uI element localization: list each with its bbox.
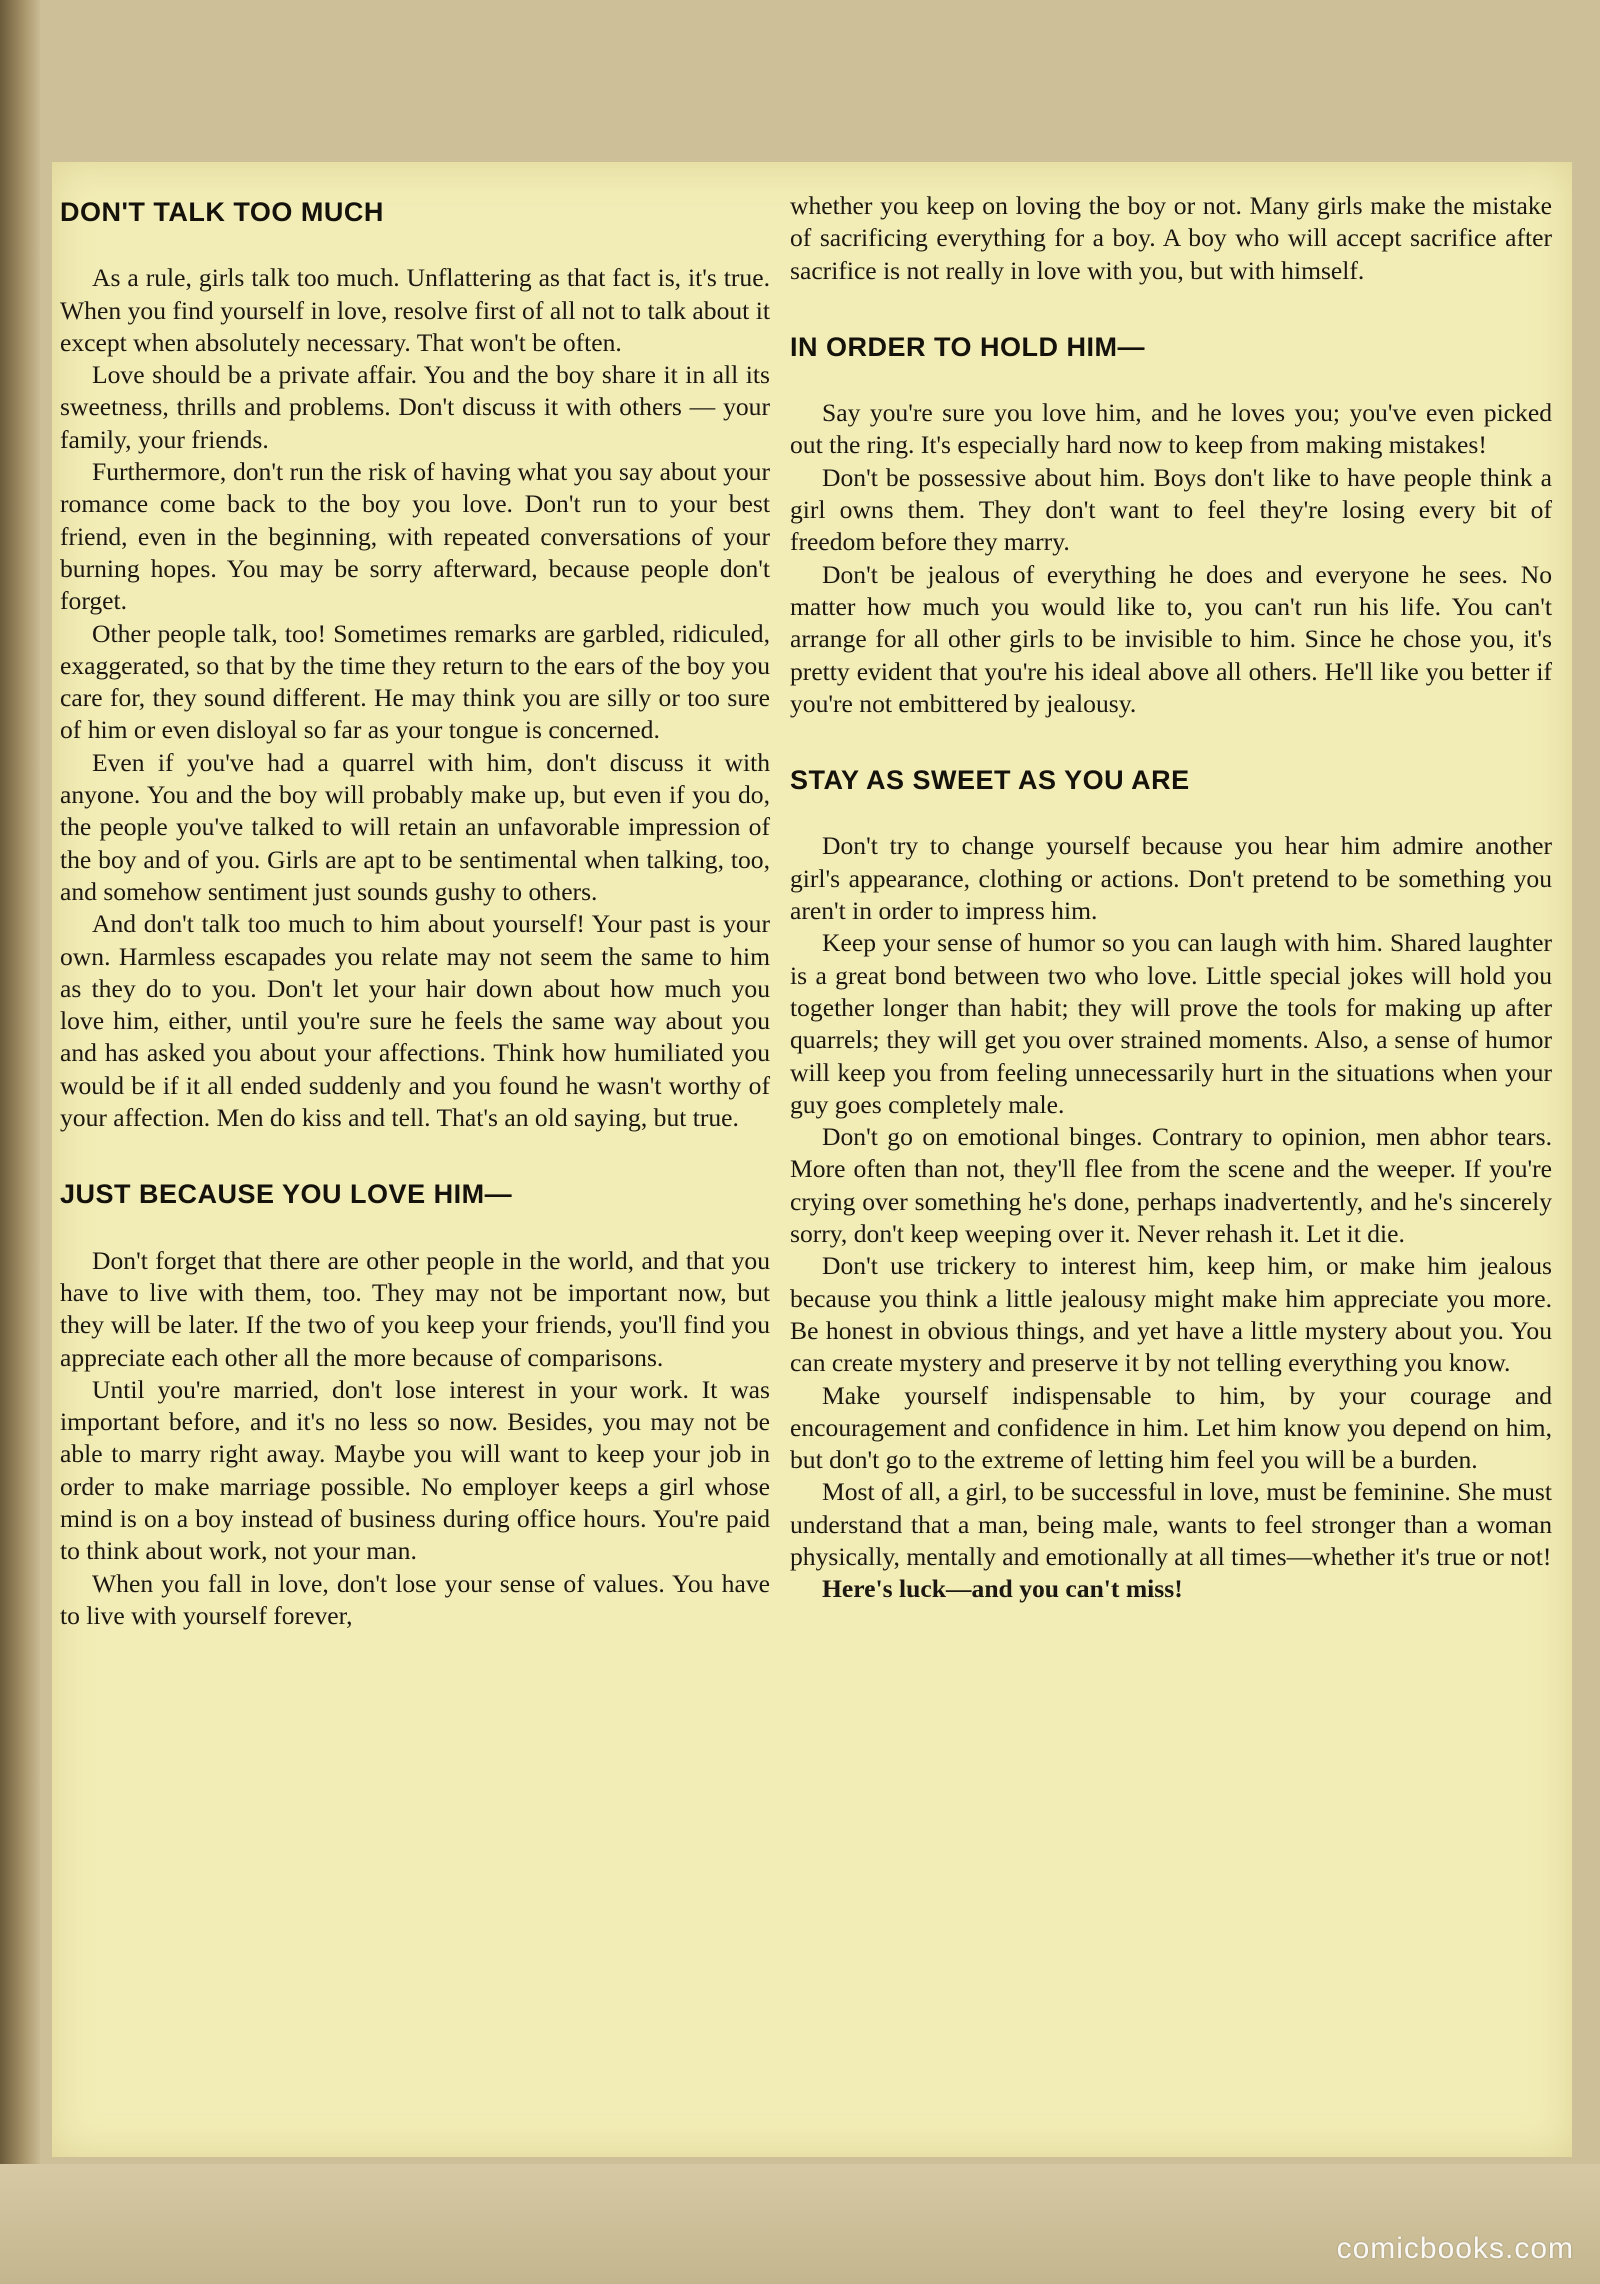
paragraph: Say you're sure you love him, and he loves you; you've even picked out the ring. It's especially hard now to keep from making mistakes!: [790, 398, 1552, 460]
paragraph: Love should be a private affair. You and the boy share it in all its sweetness, thrills and problems. Don't discuss it with others — your family, your friends.: [60, 360, 770, 454]
paragraph: Don't be possessive about him. Boys don't like to have people think a girl owns them. They don't want to feel they're losing every bit of freedom before they marry.: [790, 462, 1552, 557]
heading-stay-as-sweet-as-you-are: STAY AS SWEET AS YOU ARE: [790, 765, 1190, 796]
paragraph: Don't forget that there are other people in the world, and that you have to live with them, too. They may not be important now, but they will be later. If the two of you keep your friends, you'll find you appreciate each other all the more because of comparisons.: [60, 1245, 770, 1372]
binding-edge: [0, 0, 40, 2284]
paragraph: Make yourself indispensable to him, by your courage and encouragement and confidence in him. Let him know you depend on him, but don't go to the extreme of letting him feel you will be a burden.: [790, 1380, 1552, 1475]
paragraph: When you fall in love, don't lose your sense of values. You have to live with yourself forever,: [60, 1568, 770, 1630]
section-gap: [60, 1134, 770, 1172]
section-gap: [790, 720, 1552, 758]
paragraph: Until you're married, don't lose interest in your work. It was important before, and it's no less so now. Besides, you may not be able to marry right away. Maybe you will want to keep your job in order to make marriage possible. No employer keeps a girl whose mind is on a boy instead of business during office hours. You're paid to think about work, not your man.: [60, 1374, 770, 1566]
page-bottom-margin: [0, 2164, 1600, 2284]
paragraph: Keep your sense of humor so you can laugh with him. Shared laughter is a great bond between two who love. Little special jokes will hold you together longer than habit; they will prove the tools for making up after quarrels; they will get you over strained moments. Also, a sense of humor will keep you from feeling unnecessarily hurt in the situations when your guy goes completely male.: [790, 928, 1552, 1119]
paragraph: Even if you've had a quarrel with him, don't discuss it with anyone. You and the boy will probably make up, but even if you do, the people you've talked to will retain an unfavorable impression of the boy and of you. Girls are apt to be sentimental when talking, too, and somehow sentiment just sounds gushy to others.: [60, 747, 770, 906]
heading-just-because-you-love-him: JUST BECAUSE YOU LOVE HIM—: [60, 1179, 513, 1210]
heading-in-order-to-hold-him: IN ORDER TO HOLD HIM—: [790, 331, 1146, 362]
paragraph: Other people talk, too! Sometimes remarks are garbled, ridiculed, exaggerated, so that by the time they return to the ears of the boy you care for, they sound different. He may think you are silly or too sure of him or even disloyal so far as your tongue is concerned.: [60, 618, 771, 745]
paragraph: Don't go on emotional binges. Contrary to opinion, men abhor tears. More often than not, they'll flee from the scene and the weeper. If you're crying over something he's done, perhaps inadvertently, and he's sincerely sorry, don't keep weeping over it. Never rehash it. Let it die.: [790, 1122, 1552, 1249]
article-page: [52, 162, 1572, 2157]
paragraph: Furthermore, don't run the risk of having what you say about your romance come back to the boy you love. Don't run to your best friend, even in the beginning, with repeated conversations of your burning hopes. You may be sorry afterward, because people don't forget.: [60, 457, 770, 616]
paragraph: Most of all, a girl, to be successful in love, must be feminine. She must understand that a man, being male, wants to feel stronger than a woman physically, mentally and emotionally at all times—whether it's true or not!: [790, 1477, 1552, 1571]
left-column: [60, 190, 770, 1632]
paragraph: Don't be jealous of everything he does and everyone he sees. No matter how much you would like to, you can't run his life. You can't arrange for all other girls to be invisible to him. Since he chose you, it's pretty evident that you're his ideal above all others. He'll like you better if you're not embittered by jealousy.: [790, 559, 1552, 718]
paragraph: As a rule, girls talk too much. Unflattering as that fact is, it's true. When you find yourself in love, resolve first of all not to talk about it except when absolutely necessary. That won't be often.: [60, 263, 770, 357]
paragraph: And don't talk too much to him about yourself! Your past is your own. Harmless escapades you relate may not seem the same to him as they do to you. Don't let your hair down about how much you love him, either, until you're sure he feels the same way about you and has asked you about your affections. Think how humiliated you would be if it all ended suddenly and you found he wasn't worthy of your affection. Men do kiss and tell. That's an old saying, but true.: [60, 909, 770, 1133]
paragraph: Don't use trickery to interest him, keep him, or make him jealous because you think a little jealousy might make him appreciate you more. Be honest in obvious things, and yet have a little mystery about you. You can create mystery and preserve it by not telling everything you know.: [790, 1251, 1552, 1378]
continuation-paragraph: whether you keep on loving the boy or not. Many girls make the mistake of sacrificing everything for a boy. A boy who will accept sacrifice after sacrifice is not really in love with you, but with himself.: [790, 191, 1552, 285]
paragraph: Don't try to change yourself because you hear him admire another girl's appearance, clothing or actions. Don't pretend to be something you aren't in order to impress him.: [790, 831, 1552, 926]
site-watermark: comicbooks.com: [1336, 2232, 1574, 2265]
right-column: [790, 190, 1552, 1606]
heading-dont-talk-too-much: DON'T TALK TOO MUCH: [60, 197, 384, 227]
closing-line: Here's luck—and you can't miss!: [822, 1574, 1183, 1604]
section-gap: [790, 287, 1552, 325]
